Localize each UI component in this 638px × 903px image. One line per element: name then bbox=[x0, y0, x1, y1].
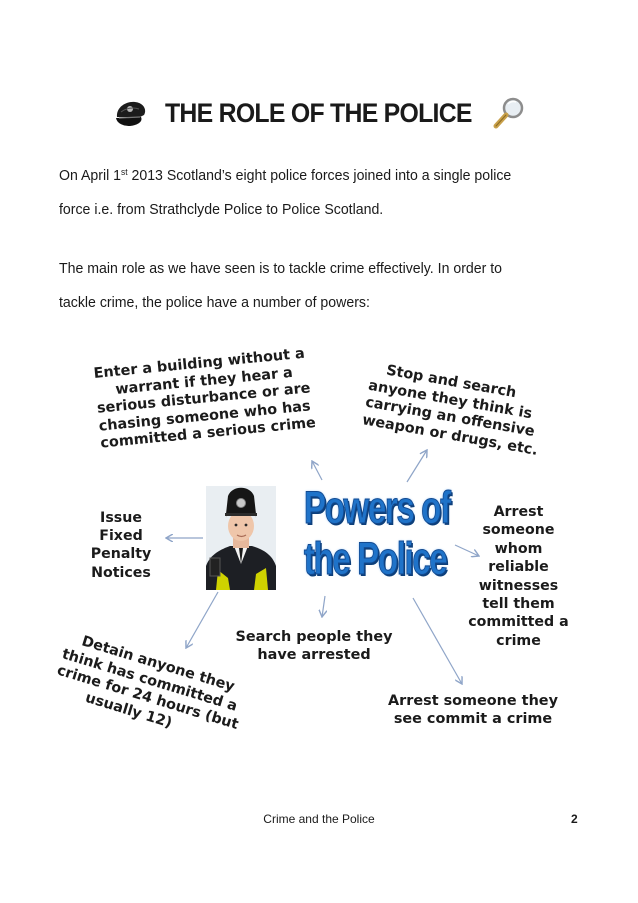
ordinal-suffix: st bbox=[121, 167, 128, 177]
page-number: 2 bbox=[571, 812, 578, 826]
police-cap-icon bbox=[113, 98, 149, 128]
footer-text: Crime and the Police bbox=[263, 812, 375, 826]
arrow-to-detain bbox=[186, 592, 218, 648]
intro-text-start: On April 1 bbox=[59, 167, 122, 184]
policeman-photo bbox=[206, 486, 276, 590]
center-title-line-1: Powers of bbox=[303, 482, 450, 533]
role-paragraph: The main role as we have seen is to tackle crime effectively. In order to tackle crime, the police have a number of powers: bbox=[59, 260, 503, 311]
arrow-to-enter-building bbox=[312, 461, 322, 480]
magnifying-glass-icon bbox=[492, 96, 526, 130]
power-fixed-penalty: Issue Fixed Penalty Notices bbox=[90, 510, 152, 581]
page-title: THE ROLE OF THE POLICE bbox=[165, 98, 472, 128]
title-row bbox=[0, 96, 638, 136]
diagram-center-title bbox=[303, 482, 450, 584]
power-enter-building: Enter a building without a warrant if they hear a serious disturbance or are chasing someone who has committed a serious crime bbox=[93, 345, 317, 452]
intro-text-end: 2013 Scotland’s eight police forces joined into a single police force i.e. from Strathclyde Police to Police Scotland. bbox=[59, 167, 512, 218]
arrow-to-search-arrested bbox=[322, 596, 325, 617]
power-stop-search: Stop and search anyone they think is carrying an offensive weapon or drugs, etc. bbox=[361, 360, 540, 459]
center-title-line-2: the Police bbox=[303, 533, 447, 584]
arrow-to-arrest-see bbox=[413, 598, 462, 684]
intro-paragraph bbox=[59, 159, 543, 227]
power-arrest-see: Arrest someone they see commit a crime bbox=[388, 693, 558, 728]
power-search-arrested: Search people they have arrested bbox=[235, 629, 393, 664]
power-arrest-witness: Arrest someone whom reliable witnesses tell them committed a crime bbox=[468, 504, 569, 649]
arrow-to-stop-search bbox=[407, 450, 427, 482]
power-detain: Detain anyone they think has committed a crime for 24 hours (but usually 12) bbox=[49, 629, 241, 733]
